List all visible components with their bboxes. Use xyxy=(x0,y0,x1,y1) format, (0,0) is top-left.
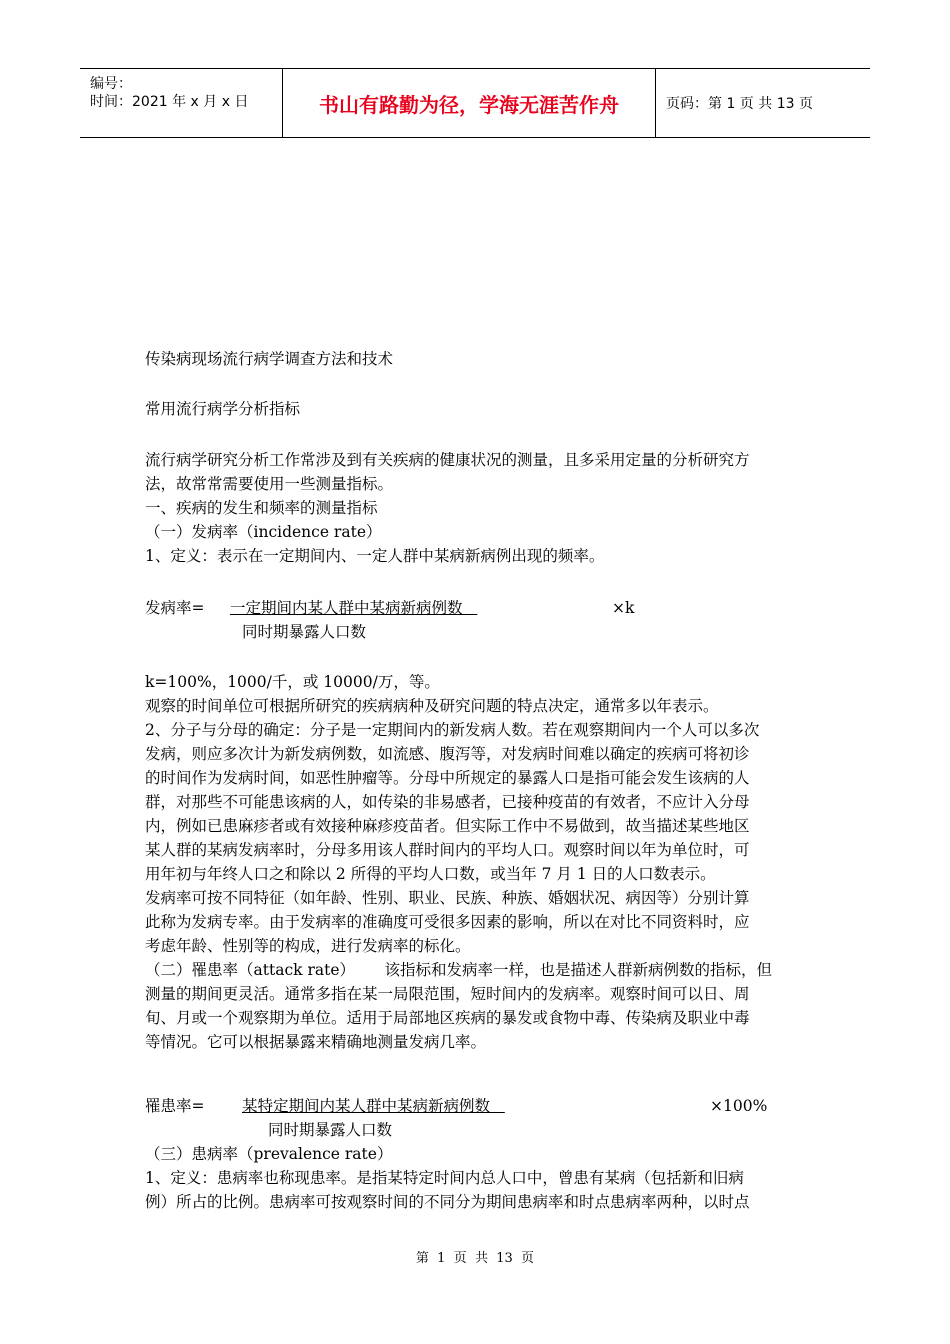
formula1-multiplier: ×k xyxy=(612,599,635,617)
body-line: 2、分子与分母的确定：分子是一定期间内的新发病人数。若在观察期间内一个人可以多次 xyxy=(145,721,760,739)
doc-number-label: 编号： xyxy=(90,76,132,92)
formula1-numerator: 一定期间内某人群中某病新病例数 xyxy=(230,599,463,617)
body-line: 某人群的某病发病率时，分母多用该人群时间内的平均人口。观察时间以年为单位时，可 xyxy=(145,841,750,859)
body-line: 的时间作为发病时间，如恶性肿瘤等。分母中所规定的暴露人口是指可能会发生该病的人 xyxy=(145,769,750,787)
header-meta xyxy=(80,69,282,137)
intro-line: 流行病学研究分析工作常涉及到有关疾病的健康状况的测量，且多采用定量的分析研究方 xyxy=(145,451,750,469)
body-line: 用年初与年终人口之和除以 2 所得的平均人口数，或当年 7 月 1 日的人口数表示。 xyxy=(145,865,716,883)
body-line: 内，例如已患麻疹者或有效接种麻疹疫苗者。但实际工作中不易做到，故当描述某些地区 xyxy=(145,817,750,835)
formula2-label: 罹患率= xyxy=(145,1097,205,1115)
page-footer: 第 1 页 共 13 页 xyxy=(415,1251,535,1266)
doc-title: 传染病现场流行病学调查方法和技术 xyxy=(145,350,394,368)
body-line: 发病，则应多次计为新发病例数，如流感、腹泻等，对发病时间难以确定的疾病可将初诊 xyxy=(145,745,750,763)
observation-line: 观察的时间单位可根据所研究的疾病病种及研究问题的特点决定，通常多以年表示。 xyxy=(145,697,719,715)
body-line: 群，对那些不可能患该病的人，如传染的非易感者，已接种疫苗的有效者，不应计入分母 xyxy=(145,793,750,811)
intro-line: 法，故常常需要使用一些测量指标。 xyxy=(145,475,394,493)
subsection-heading: （一）发病率（incidence rate） xyxy=(145,523,382,541)
body-line: 发病率可按不同特征（如年龄、性别、职业、民族、种族、婚姻状况、病因等）分别计算 xyxy=(145,889,750,907)
body-paragraphs xyxy=(145,670,805,1054)
header-motto: 书山有路勤为径，学海无涯苦作舟 xyxy=(282,69,656,137)
definition-line: 1、定义：患病率也称现患率。是指某特定时间内总人口中，曾患有某病（包括新和旧病 xyxy=(145,1169,744,1187)
definition-line: 例）所占的比例。患病率可按观察时间的不同分为期间患病率和时点患病率两种，以时点 xyxy=(145,1193,750,1211)
formula2-multiplier: ×100% xyxy=(710,1097,768,1115)
formula1-label: 发病率= xyxy=(145,599,205,617)
body-line: 考虑年龄、性别等的构成，进行发病率的标化。 xyxy=(145,937,471,955)
formula2-numerator: 某特定期间内某人群中某病新病例数 xyxy=(242,1097,491,1115)
body-line: 此称为发病专率。由于发病率的准确度可受很多因素的影响，所以在对比不同资料时，应 xyxy=(145,913,750,931)
k-line: k=100%，1000/千，或 10000/万，等。 xyxy=(145,673,440,691)
body-line: 旬、月或一个观察期为单位。适用于局部地区疾病的暴发或食物中毒、传染病及职业中毒 xyxy=(145,1009,750,1027)
page-header xyxy=(80,68,870,138)
prevalence-section xyxy=(145,1142,805,1214)
body-line: 等情况。它可以根据暴露来精确地测量发病几率。 xyxy=(145,1033,487,1051)
intro-paragraph xyxy=(145,448,805,568)
subsection-heading: （三）患病率（prevalence rate） xyxy=(145,1145,393,1163)
doc-date-label: 时间：2021 年 x 月 x 日 xyxy=(90,94,249,110)
formula2-denominator: 同时期暴露人口数 xyxy=(268,1121,393,1139)
header-page-info: 页码：第 1 页 共 13 页 xyxy=(666,96,813,112)
formula1-denominator: 同时期暴露人口数 xyxy=(242,623,367,641)
body-line: （二）罹患率（attack rate） 该指标和发病率一样，也是描述人群新病例数的指标，但 xyxy=(145,961,773,979)
definition-line: 1、定义：表示在一定期间内、一定人群中某病新病例出现的频率。 xyxy=(145,547,605,565)
section-heading: 一、疾病的发生和频率的测量指标 xyxy=(145,499,378,517)
body-line: 测量的期间更灵活。通常多指在某一局限范围，短时间内的发病率。观察时间可以日、周 xyxy=(145,985,750,1003)
doc-subtitle: 常用流行病学分析指标 xyxy=(145,400,301,418)
